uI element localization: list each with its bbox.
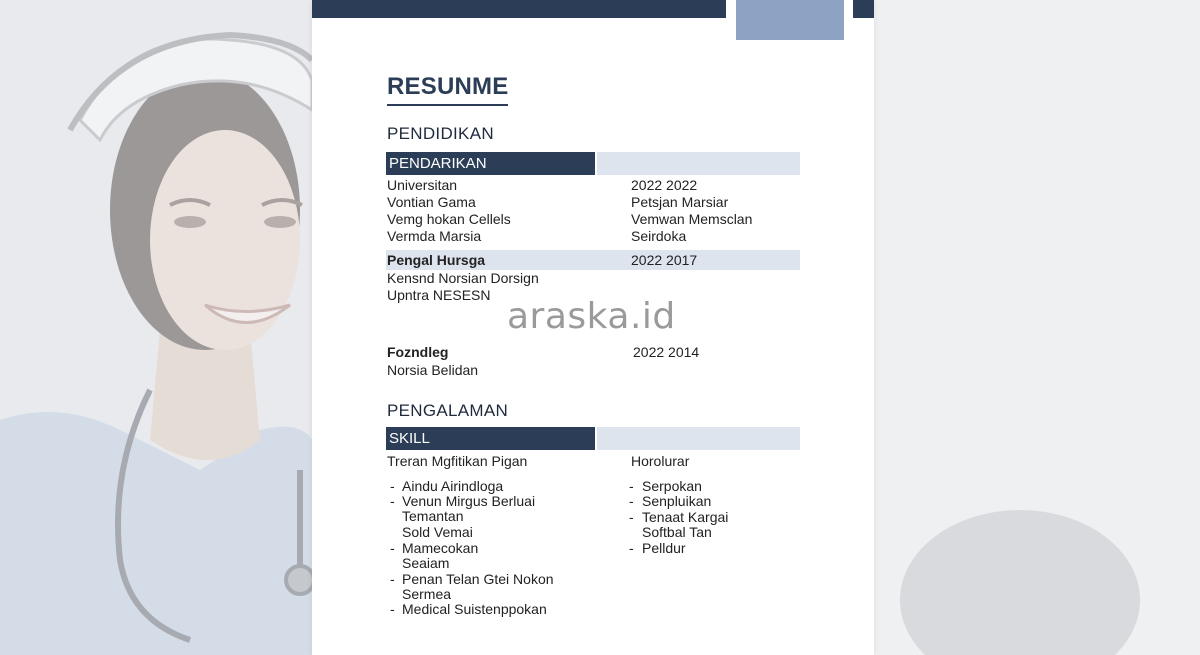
list-bullet: - (390, 493, 395, 509)
list-bullet: - (629, 540, 634, 556)
skill-right-item: Serpokan (642, 478, 702, 494)
education-entry2-year: 2022 2017 (631, 252, 698, 268)
list-bullet: - (629, 478, 634, 494)
education-right-line: Vemwan Memsclan (631, 211, 753, 227)
skill-left-item: Sold Vemai (402, 524, 473, 540)
skill-left-item: Sermea (402, 586, 452, 602)
list-bullet: - (629, 509, 634, 525)
list-bullet: - (390, 478, 395, 494)
education-left-line: Vermda Marsia (387, 228, 482, 244)
title-underline (387, 104, 508, 106)
header-accent-block (736, 0, 844, 40)
skill-right-item: Senpluikan (642, 493, 712, 509)
education-bar: PENDARIKAN (386, 152, 595, 175)
skill-left-header: Treran Mgfitikan Pigan (387, 453, 528, 469)
education-right-line: Seirdoka (631, 228, 687, 244)
skill-right-header: Horolurar (631, 453, 690, 469)
skill-right-item: Pelldur (642, 540, 686, 556)
education-entry3-title: Fozndleg (387, 344, 449, 360)
skill-left-item: Temantan (402, 508, 464, 524)
education-entry3-year: 2022 2014 (633, 344, 700, 360)
skill-bar: SKILL (386, 427, 595, 450)
education-heading: PENDIDIKAN (387, 124, 494, 143)
education-left-line: Vontian Gama (387, 194, 476, 210)
skill-right-item: Softbal Tan (642, 524, 712, 540)
skill-left-item: Medical Suistenppokan (402, 601, 547, 617)
header-bar-right (853, 0, 874, 18)
education-right-line: 2022 2022 (631, 177, 698, 193)
education-entry2-line: Kensnd Norsian Dorsign (387, 270, 539, 286)
list-bullet: - (390, 571, 395, 587)
header-bar-left (312, 0, 726, 18)
list-bullet: - (629, 493, 634, 509)
education-entry3-line: Norsia Belidan (387, 362, 479, 378)
skill-left-item: Aindu Airindloga (402, 478, 504, 494)
education-entry2-line: Upntra NESESN (387, 287, 491, 303)
education-left-line: Universitan (387, 177, 458, 193)
skill-left-item: Venun Mirgus Berluai (402, 493, 536, 509)
education-bar-accent (597, 152, 800, 175)
list-bullet: - (390, 540, 395, 556)
skill-left-item: Seaiam (402, 555, 450, 571)
watermark-text: araska.id (507, 296, 676, 337)
education-right-line: Petsjan Marsiar (631, 194, 729, 210)
list-bullet: - (390, 601, 395, 617)
skill-right-item: Tenaat Kargai (642, 509, 729, 525)
skill-left-item: Mamecokan (402, 540, 479, 556)
education-entry2-title: Pengal Hursga (387, 252, 486, 268)
skill-bar-accent (597, 427, 800, 450)
education-left-line: Vemg hokan Cellels (387, 211, 511, 227)
resume-title: RESUNME (387, 73, 509, 100)
experience-heading: PENGALAMAN (387, 401, 509, 420)
skill-left-item: Penan Telan Gtei Nokon (402, 571, 554, 587)
